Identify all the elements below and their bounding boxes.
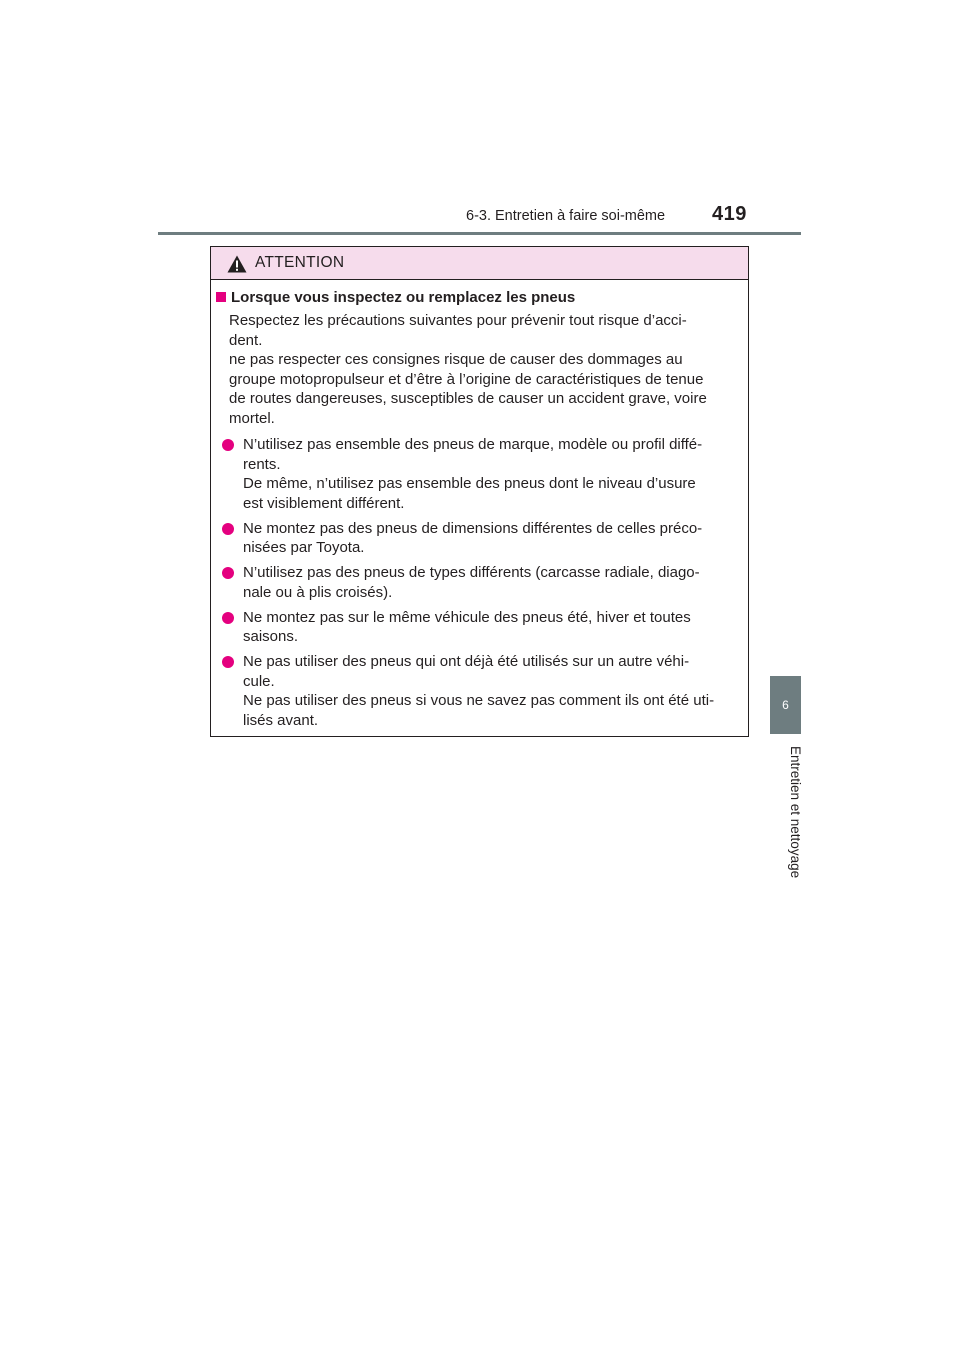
bullet-item [216, 563, 743, 602]
bullet-line: Ne montez pas des pneus de dimensions différentes de celles préco- [243, 519, 703, 537]
chapter-label: Entretien et nettoyage [788, 746, 803, 879]
bullet-item [216, 435, 743, 513]
warning-header [211, 247, 748, 280]
bullet-list [216, 435, 743, 736]
bullet-line: N’utilisez pas des pneus de types différents (carcasse radiale, diago- [243, 564, 700, 581]
intro-line: ne pas respecter ces consignes risque de causer des dommages au [229, 351, 683, 368]
bullet-line: N’utilisez pas ensemble des pneus de marque, modèle ou profil diffé- [243, 436, 703, 453]
bullet-line: cule. [243, 672, 275, 690]
warning-triangle-icon [227, 255, 247, 273]
intro-paragraph [229, 311, 741, 428]
bullet-line: De même, n’utilisez pas ensemble des pneus dont le niveau d’usure [243, 475, 696, 492]
bullet-item [216, 608, 743, 647]
intro-line: groupe motopropulseur et d’être à l’origine de caractéristiques de tenue [229, 370, 704, 388]
bullet-line: lisés avant. [243, 711, 319, 729]
running-header-section: 6-3. Entretien à faire soi-même [466, 208, 666, 224]
bullet-line: Ne pas utiliser des pneus si vous ne savez pas comment ils ont été uti- [243, 692, 715, 709]
chapter-number: 6 [782, 698, 789, 712]
warning-title: ATTENTION [255, 254, 345, 271]
section-heading [216, 289, 575, 306]
bullet-line: est visiblement différent. [243, 494, 405, 512]
bullet-dot-icon [222, 656, 234, 668]
bullet-line: nale ou à plis croisés). [243, 583, 393, 601]
header-rule [158, 232, 801, 235]
bullet-line: saisons. [243, 628, 299, 645]
bullet-dot-icon [222, 567, 234, 579]
bullet-dot-icon [222, 612, 234, 624]
warning-box [210, 246, 749, 737]
intro-line: Respectez les précautions suivantes pour prévenir tout risque d’acci- [229, 312, 687, 329]
intro-line: mortel. [229, 409, 275, 427]
bullet-dot-icon [222, 439, 234, 451]
intro-line: dent. [229, 331, 263, 349]
bullet-line: Ne montez pas sur le même véhicule des pneus été, hiver et toutes [243, 608, 691, 626]
heading-square-icon [216, 292, 226, 302]
bullet-item [216, 652, 743, 730]
intro-line: de routes dangereuses, susceptibles de causer un accident grave, voire [229, 390, 707, 407]
chapter-tab [770, 676, 801, 734]
bullet-line: nisées par Toyota. [243, 539, 365, 556]
section-heading-text: Lorsque vous inspectez ou remplacez les pneus [231, 289, 576, 306]
bullet-line: rents. [243, 455, 281, 473]
bullet-line: Ne pas utiliser des pneus qui ont déjà été utilisés sur un autre véhi- [243, 653, 690, 670]
page-number: 419 [712, 203, 747, 225]
bullet-dot-icon [222, 523, 234, 535]
bullet-item [216, 519, 743, 558]
